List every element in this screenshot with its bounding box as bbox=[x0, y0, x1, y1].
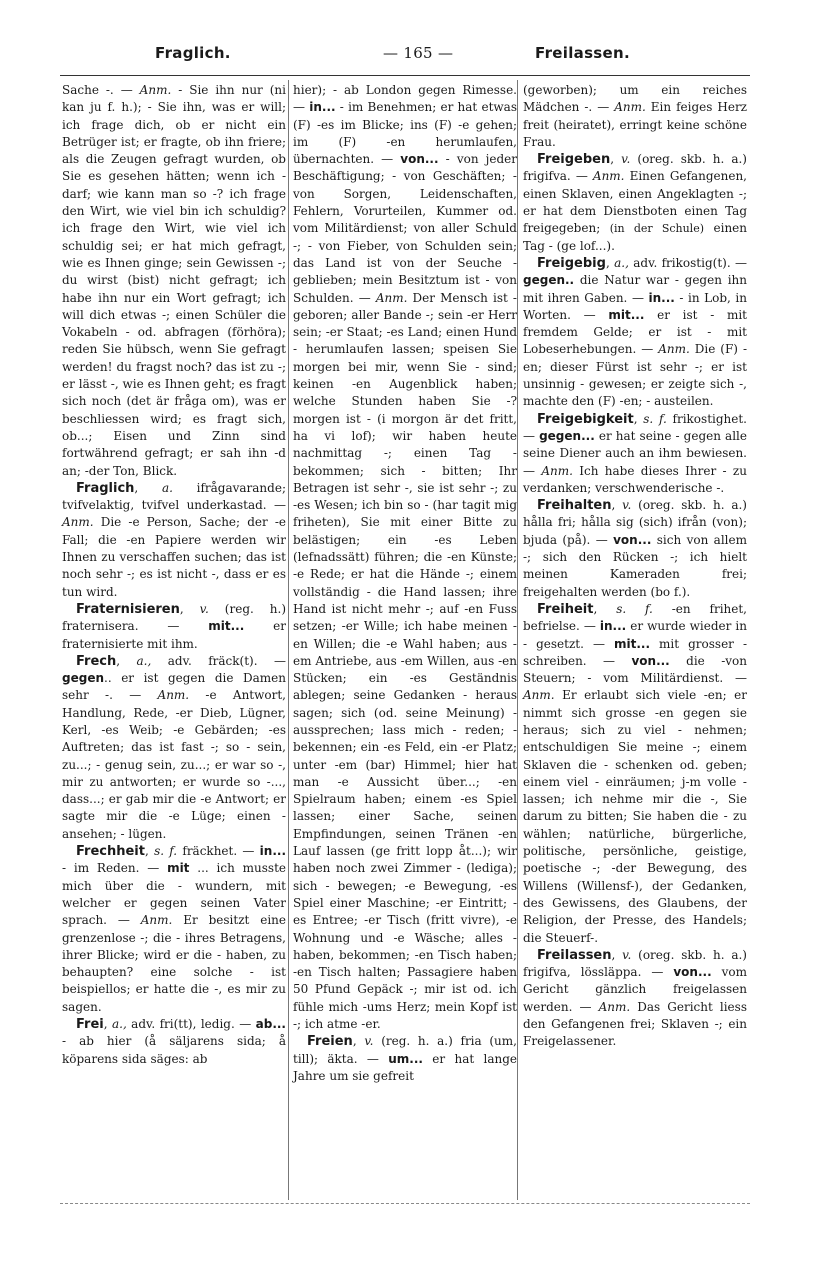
entry-text: Anm. bbox=[658, 342, 690, 357]
entry-text: von... bbox=[613, 532, 652, 547]
entry-text: ifrågavarande; tvifvelaktig, tvifvel underkastad. — bbox=[62, 480, 286, 513]
entry-text: Anm. bbox=[614, 100, 646, 115]
entry-text: adv. fräck(t). — bbox=[151, 653, 286, 668]
entry-text: Anm. bbox=[140, 913, 173, 928]
entry-text: Anm. bbox=[592, 169, 625, 184]
entry-text: mit... bbox=[208, 619, 245, 634]
entry-text: , bbox=[593, 601, 617, 616]
entry-text: v. bbox=[364, 1034, 374, 1049]
entry-text: (oreg. skb. h. a.) hålla fri; hålla sig (sich) ifrån (von); bjuda (på). — bbox=[523, 498, 747, 547]
column-1 bbox=[62, 82, 286, 1068]
entry-text: von... bbox=[631, 653, 670, 668]
entry-fragen-cont bbox=[62, 82, 286, 480]
headword: Freiheit bbox=[537, 601, 594, 617]
entry-text: - Sie ihn nur (ni kan ju f. h.); - Sie ihn, was er will; ich frage dich, ob er nicht ein Betrüger ist; er fragte, ob ihn friere; als die Zeugen gefragt wurden, ob Sie es gesehen hätten; wenn ich - darf; wie kann man so -? ich frage den Wirt, wie viel bin ich schuldig? ich frage den Wirt, wie viel ich schuldig sei; er hat mich gefragt, wie es Ihnen ginge; sein Gewissen -; du wirst (bist) nicht gefragt; ich habe ihn nur ein Wort gefragt; ich will dich etwas -; einen Schüler die Vokabeln - od. abfragen (förhöra); reden Sie hübsch, wenn Sie gefragt werden! du fragst noch? das ist zu -; er lässt -, wie es Ihnen geht; es fragt sich noch (det är fråga om), was er beschliessen wird; es fragt sich, ob...; Eisen und Zinn sind fortwährend gefragt; er sah ihn -d an; -der Ton, Blick. bbox=[62, 83, 286, 478]
entry-text: Anm. bbox=[62, 515, 94, 530]
entry-text: - im Reden. — bbox=[62, 861, 168, 876]
entry-text: a., bbox=[136, 653, 152, 668]
entry-text: vom Gericht gänzlich freigelassen werden. — bbox=[523, 965, 747, 1014]
entry-text: s. f. bbox=[643, 411, 667, 426]
entry-freiheit bbox=[523, 601, 747, 947]
entry-frei bbox=[62, 1016, 286, 1068]
entry-text: - von jeder Beschäftigung; - von Geschäften; - von Sorgen, Leidenschaften, Fehlern, Vorurteilen, Kummer od. vom Militärdienst; von aller Schuld -; - von Fieber, von Schulden sein; das Land ist von der Seuche - geblieben; mein Besitztum ist - von Schulden. — bbox=[293, 152, 517, 305]
entry-text: Anm. bbox=[523, 688, 555, 703]
entry-text: um... bbox=[388, 1051, 423, 1066]
entry-text: adv. fri(tt), ledig. — bbox=[126, 1017, 256, 1032]
entry-text: (oreg. skb. h. a.) frigifva. — bbox=[523, 152, 747, 184]
entry-text: fräckhet. — bbox=[177, 844, 260, 859]
entry-text: einen Tag - (ge lof...). bbox=[523, 221, 747, 253]
column-divider bbox=[288, 80, 289, 1200]
headword: Frei bbox=[76, 1017, 104, 1033]
entry-text: (in der Schule) bbox=[609, 222, 704, 236]
entry-text: , bbox=[103, 1017, 112, 1032]
entry-text: , bbox=[144, 844, 155, 859]
entry-text: a., bbox=[111, 1017, 127, 1032]
entry-text: -e Antwort, Handlung, Rede, -er Dieb, Lügner, Kerl, -es Weib; -e Gebärden; -es Auftreten; das ist fast -; so - sein, zu...; - genug sein, zu...; er war so -, mir zu antworten; er wurde so -..., dass...; er gab mir die -e Antwort; er sagte mir die -e Lüge; einen - ansehen; - lügen. bbox=[62, 688, 286, 841]
entry-text: gegen... bbox=[539, 428, 595, 443]
entry-text: -en frihet, befrielse. — bbox=[523, 601, 747, 634]
entry-text: v. bbox=[199, 601, 209, 616]
entry-text: , bbox=[633, 411, 644, 426]
entry-text: von... bbox=[400, 152, 439, 167]
headword: Freien bbox=[307, 1034, 353, 1050]
entry-text: , bbox=[610, 152, 622, 167]
headword: Frechheit bbox=[76, 844, 145, 860]
entry-text: Anm. bbox=[375, 290, 408, 305]
entry-text: , bbox=[611, 947, 623, 962]
entry-text: die Natur war - gegen ihn mit ihren Gaben. — bbox=[523, 273, 747, 305]
entry-text: (reg. h.) fraternisera. — bbox=[62, 601, 286, 634]
entry-fraglich bbox=[62, 480, 286, 601]
entry-freigeben bbox=[523, 151, 747, 255]
entry-text: Die (F) -en; dieser Fürst ist sehr -; er ist unsinnig - gewesen; er zeigte sich -, machte den (F) -en; - austeilen. bbox=[523, 342, 747, 409]
page-number: — 165 — bbox=[383, 44, 454, 62]
headword: Freihalten bbox=[537, 498, 612, 514]
entry-text: mit bbox=[167, 861, 190, 876]
entry-text: , bbox=[611, 498, 623, 513]
headword: Freigeben bbox=[537, 152, 611, 168]
entry-freihalten bbox=[523, 497, 747, 601]
header-rule bbox=[60, 75, 750, 76]
entry-text: v. bbox=[622, 947, 632, 962]
entry-text: Einen Gefangenen, einen Sklaven, einen Angeklagten -; er hat dem Dienstboten einen Tag freigegeben; bbox=[523, 169, 747, 236]
column-divider bbox=[517, 80, 518, 1200]
entry-text: Ein feiges Herz freit (heiratet), erringt keine schöne Frau. bbox=[523, 100, 747, 149]
entry-text: (geworben); um ein reiches Mädchen -. — bbox=[523, 83, 747, 115]
entry-text: v. bbox=[621, 152, 631, 167]
entry-fraternisieren bbox=[62, 601, 286, 653]
entry-text: Ich habe dieses Ihrer - zu verdanken; verschwenderische -. bbox=[523, 463, 747, 495]
entry-text: mit grosser - schreiben. — bbox=[523, 636, 747, 668]
entry-text: a., bbox=[614, 255, 629, 270]
entry-text: - ab hier (å säljarens sida; å köparens sida säges: ab bbox=[62, 1034, 286, 1066]
column-3 bbox=[523, 82, 747, 1051]
entry-text: er hat lange Jahre um sie gefreit bbox=[293, 1051, 517, 1083]
headword: Frech bbox=[76, 653, 117, 669]
headword: Freigebigkeit bbox=[537, 411, 634, 427]
entry-text: s. f. bbox=[154, 844, 178, 859]
entry-text: v. bbox=[622, 498, 632, 513]
entry-text: frikostighet. — bbox=[523, 411, 747, 443]
entry-freigebigkeit bbox=[523, 411, 747, 497]
entry-text: (reg. h. a.) fria (um, till); äkta. — bbox=[293, 1034, 517, 1066]
entry-text: , bbox=[179, 601, 200, 616]
headword: Fraternisieren bbox=[76, 601, 180, 617]
entry-text: in... bbox=[259, 844, 287, 859]
entry-text: Anm. bbox=[157, 688, 190, 703]
entry-text: , bbox=[134, 480, 162, 495]
entry-text: mit... bbox=[613, 636, 651, 651]
running-head-left: Fraglich. bbox=[155, 44, 231, 62]
entry-text: sich von allem -; sich den Rücken -; ich hielt meinen Kameraden frei; freigehalten werden (bo f.). bbox=[523, 532, 747, 599]
entry-text: , bbox=[116, 653, 137, 668]
entry-text: Der Mensch ist - geboren; aller Bande -; sein -er Herr sein; -er Staat; -es Land; einen Hund - herumlaufen lassen; speisen Sie morgen bei mir, wenn Sie - sind; keinen -en Augenblick haben; welche Stunden haben Sie -? morgen ist - (i morgon är det fritt, ha vi lof); wir haben heute nachmittag -; einen Tag - bekommen; sich - bitten; Ihr Betragen ist sehr -, sie ist sehr -; zu -es Wesen; ich bin so - (har tagit mig friheten), Sie mit einer Bitte zu belästigen; ein -es Leben (lefnadssätt) führen; die -en Künste; -e Rede; er hat die Hände -; einem vollständig - die Hand lassen; ihre Hand ist nicht mehr -; auf -en Fuss setzen; -er Wille; ich habe meinen -en Willen; die -e Wahl haben; aus -em Antriebe, aus -em Willen, aus -en Stücken; ein -es Geständnis ablegen; seine Gedanken - heraus sagen; sich (od. seine Meinung) - aussprechen; lass mich - reden; - bekennen; ein -es Feld, ein -er Platz; unter -em (bar) Himmel; hier hat man -e Aussicht über...; -en Spielraum haben; einem -es Spiel lassen; einer Sache, seinen Empfindungen, seinen Tränen -en Lauf lassen (ge fritt lopp åt...); wir haben noch zwei Zimmer - (lediga); sich - bewegen; -e Bewegung, -es Spiel einer Maschine; -er Eintritt; -es Entree; -er Tisch (fritt vivre), -e Wohnung und -e Wäsche; alles - haben, bekommen; -en Tisch haben; -en Tisch halten; Passagiere haben 50 Pfund Gepäck -; mir ist od. ich fühle mich -ums Herz; mein Kopf ist -; ich atme -er. bbox=[293, 290, 517, 1032]
entry-text: .. er ist gegen die Damen sehr -. — bbox=[62, 671, 286, 703]
entry-text: - in Lob, in Worten. — bbox=[523, 290, 748, 322]
entry-text: , bbox=[605, 255, 615, 270]
entry-text: adv. frikostig(t). — bbox=[628, 255, 747, 270]
headword: Freigebig bbox=[537, 255, 606, 271]
bottom-rule bbox=[60, 1203, 750, 1204]
entry-text: die -von Steuern; - vom Militärdienst. — bbox=[523, 653, 747, 686]
entry-frech bbox=[62, 653, 286, 843]
entry-text: Er besitzt eine grenzenlose -; die - ihres Betragens, ihrer Blicke; wird er die - haben, zu behaupten? eine solche - ist beispiellos; er hatte die -, es mir zu sagen. bbox=[62, 913, 286, 1014]
entry-text: Anm. bbox=[139, 83, 172, 97]
entry-text: in... bbox=[309, 100, 336, 115]
entry-frei-cont bbox=[293, 82, 517, 1033]
entry-freien-cont bbox=[523, 82, 747, 151]
entry-text: ab... bbox=[255, 1017, 286, 1032]
entry-text: von... bbox=[673, 965, 712, 980]
entry-text: er wurde wieder in - gesetzt. — bbox=[523, 619, 747, 651]
headword: Fraglich bbox=[76, 480, 135, 496]
entry-frechheit bbox=[62, 843, 286, 1016]
running-head-right: Freilassen. bbox=[535, 44, 630, 62]
headword: Freilassen bbox=[537, 947, 612, 963]
entry-text: er hat seine - gegen alle seine Diener auch an ihm bewiesen. — bbox=[523, 428, 747, 478]
entry-text: - im Benehmen; er hat etwas (F) -es im Blicke; ins (F) -e gehen; im (F) -en herumlaufen, übernachten. — bbox=[293, 100, 517, 167]
entry-text: Das Gericht liess den Gefangenen frei; Sklaven -; ein Freigelassener. bbox=[523, 999, 747, 1049]
entry-text: in... bbox=[648, 290, 675, 305]
entry-text: ... ich musste mich über die - wundern, mit welcher er gegen seinen Vater sprach. — bbox=[62, 861, 286, 928]
entry-text: Anm. bbox=[541, 463, 573, 478]
entry-text: er ist - mit fremdem Gelde; er ist - mit Lobeserhebungen. — bbox=[523, 307, 747, 357]
entry-text: mit... bbox=[608, 307, 645, 322]
entry-freigebig bbox=[523, 255, 747, 411]
entry-text: Sache -. — bbox=[62, 83, 140, 97]
entry-text: gegen.. bbox=[523, 273, 575, 288]
entry-text: gegen bbox=[62, 671, 104, 686]
entry-text: er fraternisierte mit ihm. bbox=[62, 619, 287, 651]
entry-text: Anm. bbox=[598, 999, 631, 1014]
entry-text: a. bbox=[161, 480, 173, 495]
entry-freilassen bbox=[523, 947, 747, 1051]
entry-text: in... bbox=[599, 619, 627, 634]
entry-freien bbox=[293, 1033, 517, 1085]
entry-text: Er erlaubt sich viele -en; er nimmt sich grosse -en gegen sie heraus; sich zu viel - nehmen; entschuldigen Sie meine -; einem Sklaven die - schenken od. geben; einem viel - einräumen; j-m volle - lassen; ich nehme mir die -, Sie darum zu bitten; Sie haben die - zu wählen; natürliche, bürgerliche, politische, persönliche, geistige, poetische -; -der Bewegung, des Willens (Willensf-), der Gedanken, des Gewissens, des Glaubens, der Religion, der Presse, des Handels; die Steuerf-. bbox=[523, 688, 747, 945]
entry-text: hier); - ab London gegen Rimesse. — bbox=[293, 83, 517, 115]
entry-text: Die -e Person, Sache; der -e Fall; die -en Papiere werden wir Ihnen zu verschaffen suchen; das ist noch sehr -; es ist nicht -, dass er es tun wird. bbox=[62, 515, 286, 599]
column-2 bbox=[293, 82, 517, 1085]
entry-text: , bbox=[352, 1034, 365, 1049]
entry-text: s. f. bbox=[616, 601, 653, 616]
entry-text: (oreg. skb. h. a.) frigifva, lössläppa. — bbox=[523, 947, 747, 980]
